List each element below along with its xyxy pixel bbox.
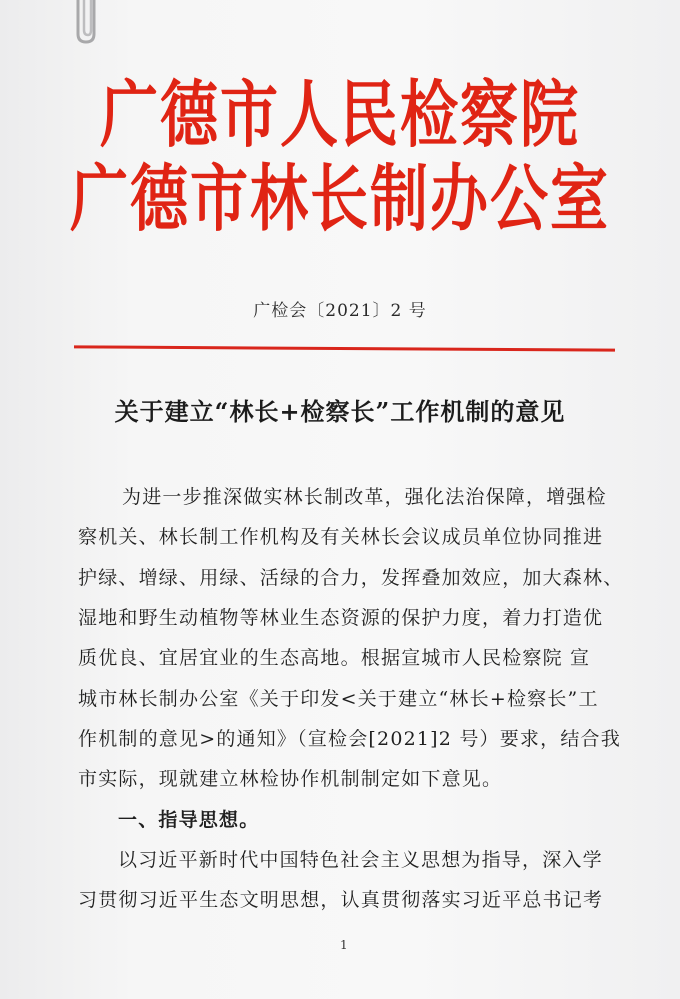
paragraph-line: 城市林长制办公室《关于印发<关于建立“林长+检察长”工 — [78, 688, 599, 710]
issuer-name-procuratorate: 广德市人民检察院 — [99, 72, 580, 158]
document-number: 广检会〔2021〕2 号 — [253, 301, 427, 321]
issuer-name-forest-office: 广德市林长制办公室 — [69, 156, 610, 242]
paragraph-line: 为进一步推深做实林长制改革，强化法治保障，增强检 — [122, 486, 607, 508]
paragraph-line: 质优良、宜居宜业的生态高地。根据宣城市人民检察院 宣 — [78, 647, 591, 669]
paperclip-icon — [70, 0, 104, 46]
red-divider-line — [74, 345, 615, 351]
section-line: 以习近平新时代中国特色社会主义思想为指导，深入学 — [118, 849, 603, 871]
section-line: 习贯彻习近平生态文明思想，认真贯彻落实习近平总书记考 — [78, 889, 604, 911]
page-number: 1 — [340, 938, 348, 952]
document-title: 关于建立“林长+检察长”工作机制的意见 — [114, 397, 566, 426]
paragraph-line: 护绿、增绿、用绿、活绿的合力，发挥叠加效应，加大森林、 — [78, 567, 624, 589]
paragraph-line: 作机制的意见>的通知》（宣检会[2021]2 号）要求，结合我 — [78, 728, 621, 750]
paragraph-line: 察机关、林长制工作机构及有关林长会议成员单位协同推进 — [78, 526, 604, 548]
paragraph-line: 湿地和野生动植物等林业生态资源的保护力度，着力打造优 — [78, 607, 604, 629]
paragraph-line: 市实际，现就建立林检协作机制制定如下意见。 — [78, 768, 503, 790]
section-heading: 一、指导思想。 — [118, 809, 260, 831]
